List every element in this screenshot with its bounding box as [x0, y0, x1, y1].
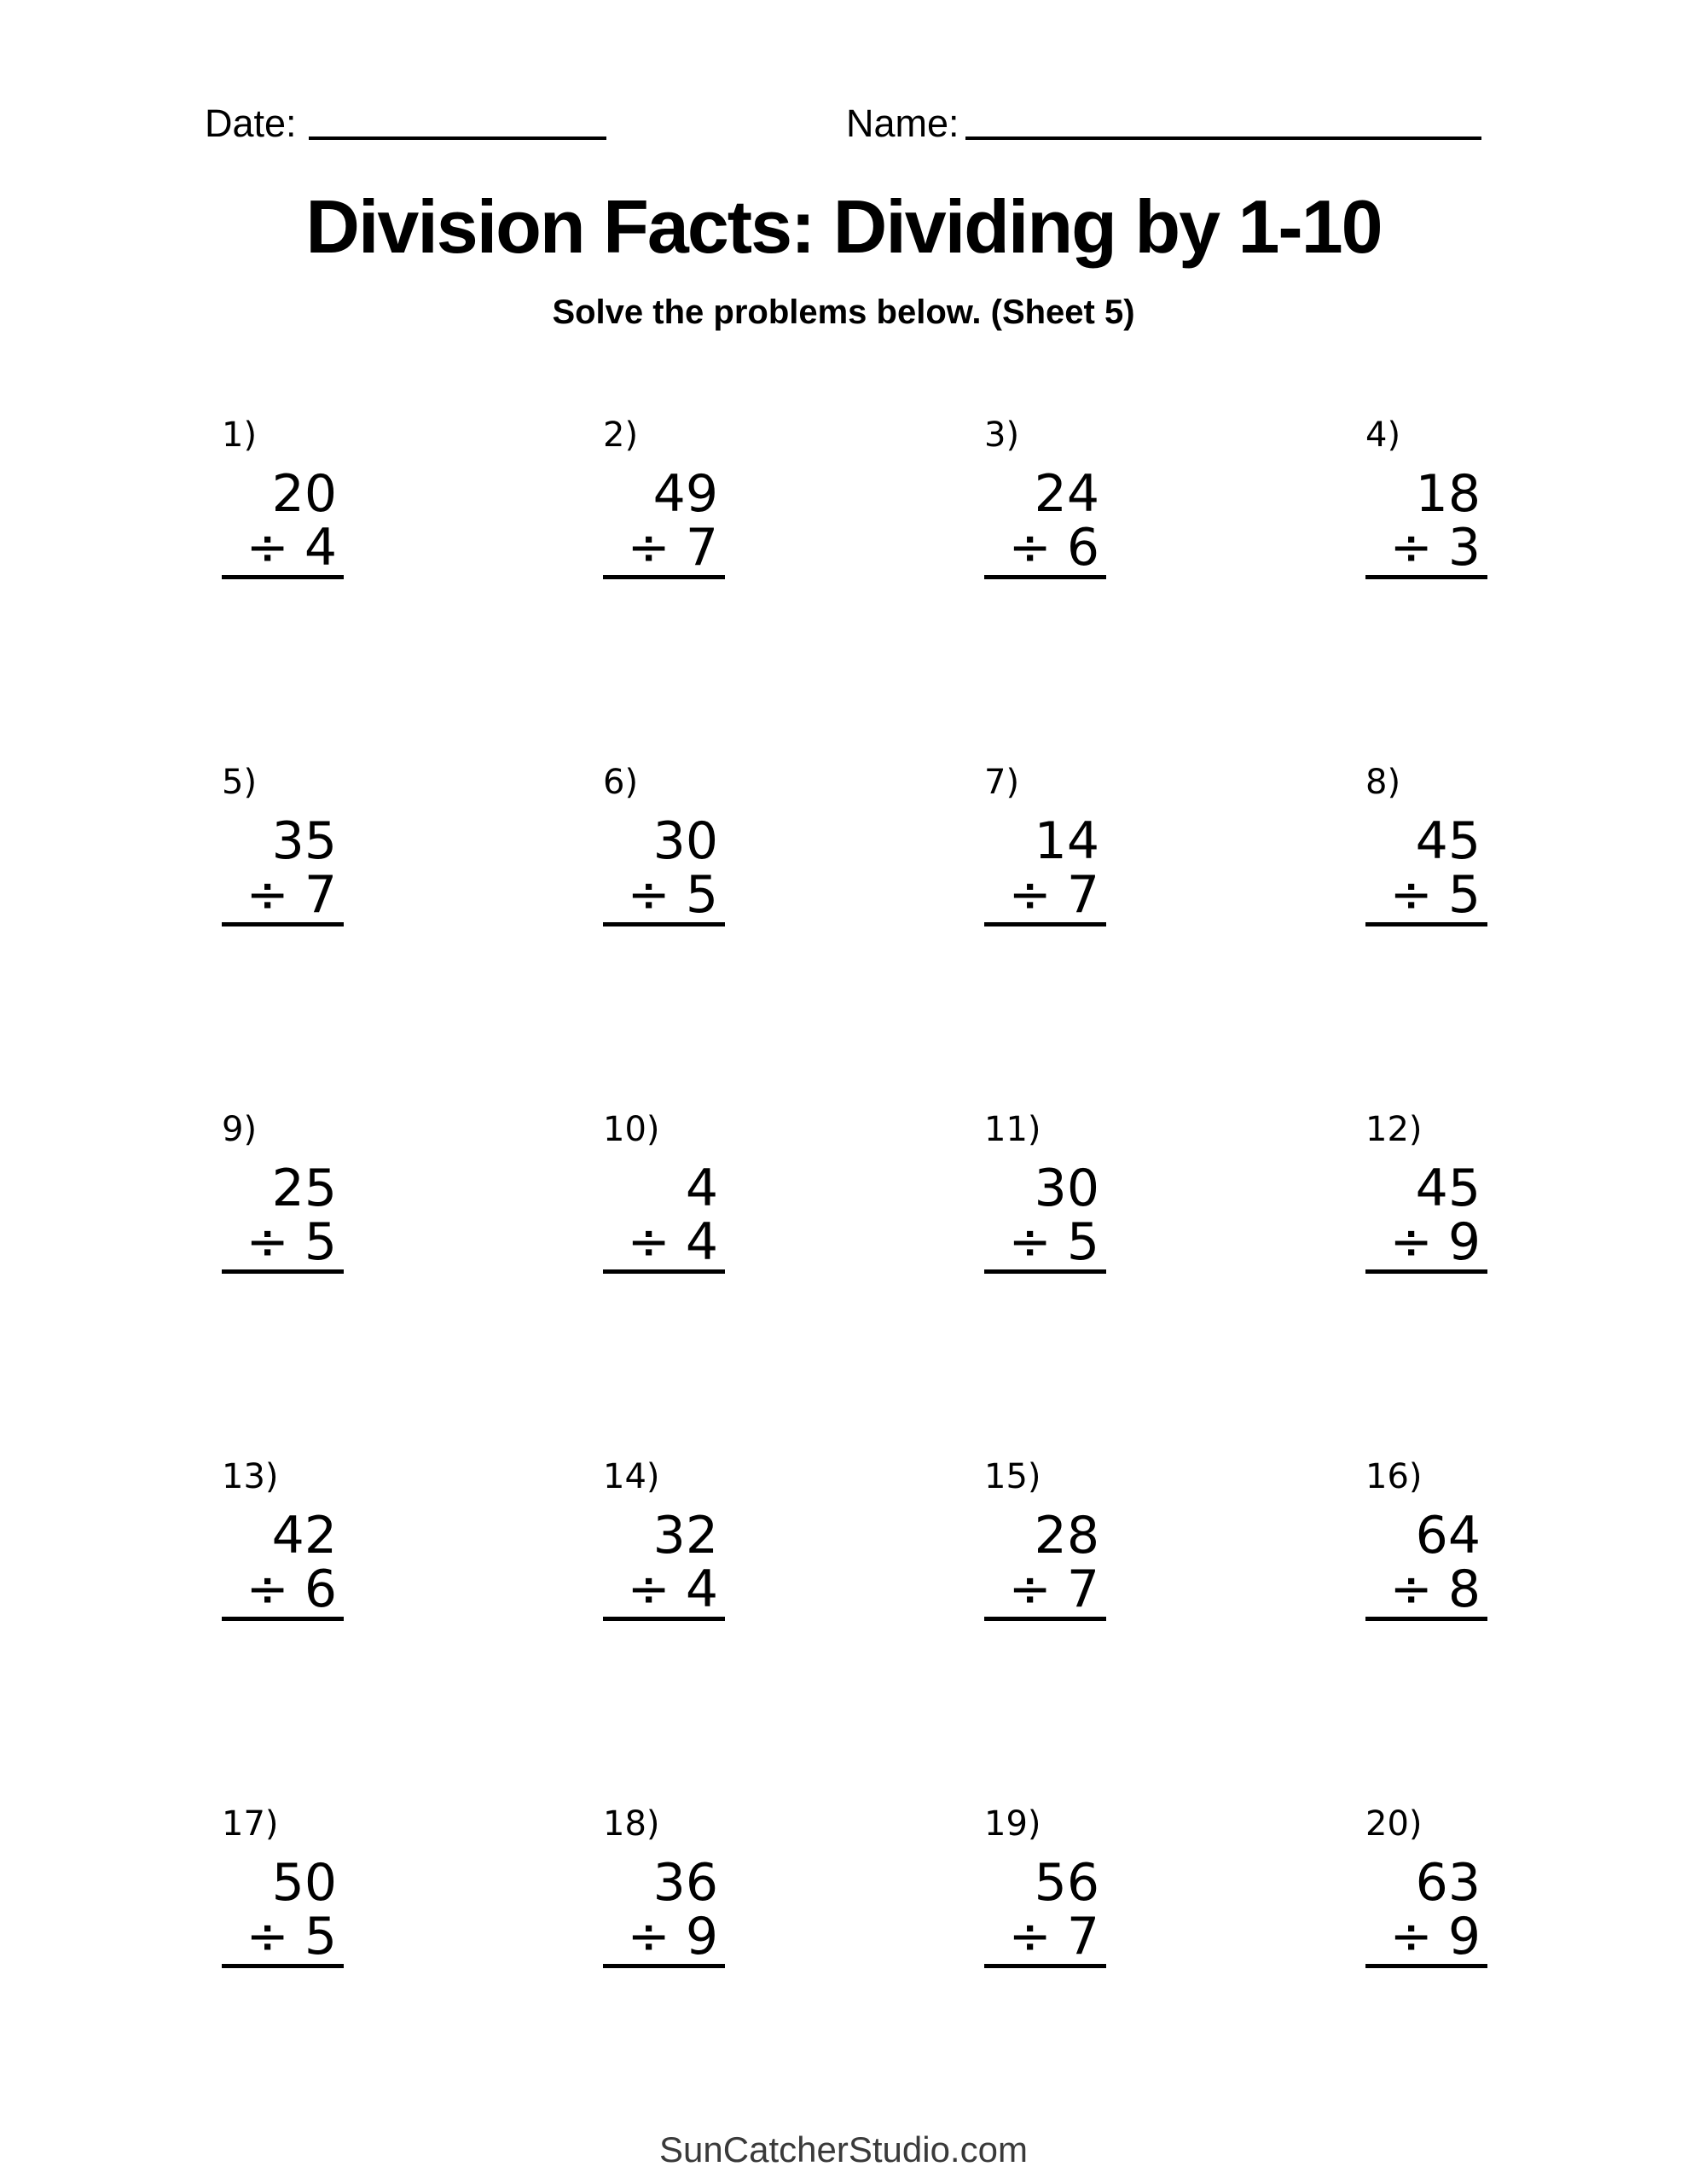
answer-area[interactable] — [984, 1506, 1106, 1621]
division-sign: ÷ — [627, 518, 670, 578]
answer-area[interactable] — [603, 811, 725, 926]
answer-area[interactable] — [1365, 464, 1487, 579]
division-problem — [603, 764, 984, 1111]
divisor: 5 — [685, 865, 718, 925]
answer-area[interactable] — [222, 1853, 344, 1968]
date-input-line[interactable] — [309, 133, 606, 140]
dividend: 30 — [1034, 1159, 1099, 1218]
divisor-row — [603, 1212, 718, 1272]
division-sign: ÷ — [627, 1560, 670, 1619]
dividend: 45 — [1415, 1159, 1481, 1218]
divisor-row — [603, 1907, 718, 1966]
divisor: 6 — [304, 1560, 337, 1619]
divisor-row — [984, 1560, 1099, 1619]
divisor-row — [1365, 1907, 1481, 1966]
answer-area[interactable] — [603, 464, 725, 579]
divisor: 4 — [304, 518, 337, 578]
division-sign: ÷ — [1008, 1907, 1052, 1966]
problem-number: 18) — [603, 1804, 660, 1844]
answer-area[interactable] — [222, 1506, 344, 1621]
division-sign: ÷ — [1389, 518, 1433, 578]
problem-number: 4) — [1365, 415, 1401, 455]
division-sign: ÷ — [1389, 1907, 1433, 1966]
answer-area[interactable] — [1365, 811, 1487, 926]
divisor: 6 — [1066, 518, 1099, 578]
problem-number: 15) — [984, 1457, 1041, 1496]
dividend: 63 — [1415, 1853, 1481, 1913]
problem-number: 13) — [222, 1457, 279, 1496]
answer-area[interactable] — [984, 1853, 1106, 1968]
division-problem — [222, 1111, 603, 1458]
problem-number: 17) — [222, 1804, 279, 1844]
divisor-row — [603, 1560, 718, 1619]
division-sign: ÷ — [627, 1212, 670, 1272]
division-sign: ÷ — [627, 865, 670, 925]
division-problem — [1365, 416, 1687, 764]
division-sign: ÷ — [246, 518, 289, 578]
divisor-row — [603, 518, 718, 578]
page-title: Division Facts: Dividing by 1-10 — [305, 184, 1382, 269]
divisor-row — [984, 1212, 1099, 1272]
problem-number: 8) — [1365, 763, 1401, 802]
division-sign: ÷ — [246, 1212, 289, 1272]
divisor-row — [984, 865, 1099, 925]
division-problem — [222, 764, 603, 1111]
division-problem — [984, 1458, 1365, 1805]
division-problem — [984, 1805, 1365, 2152]
division-sign: ÷ — [1389, 1560, 1433, 1619]
answer-area[interactable] — [603, 1853, 725, 1968]
division-problem — [603, 1111, 984, 1458]
division-sign: ÷ — [1008, 518, 1052, 578]
answer-area[interactable] — [222, 1159, 344, 1274]
division-sign: ÷ — [246, 1907, 289, 1966]
division-problem — [1365, 764, 1687, 1111]
division-problem — [603, 416, 984, 764]
problem-number: 19) — [984, 1804, 1041, 1844]
divisor: 9 — [685, 1907, 718, 1966]
division-problem — [1365, 1458, 1687, 1805]
division-problem — [222, 1805, 603, 2152]
division-problem — [984, 416, 1365, 764]
problem-number: 9) — [222, 1110, 258, 1149]
problem-number: 5) — [222, 763, 258, 802]
divisor: 7 — [685, 518, 718, 578]
answer-area[interactable] — [984, 464, 1106, 579]
divisor: 7 — [1066, 865, 1099, 925]
dividend: 30 — [652, 811, 718, 871]
dividend: 49 — [652, 464, 718, 524]
divisor: 5 — [304, 1212, 337, 1272]
divisor: 8 — [1447, 1560, 1481, 1619]
date-label: Date: — [205, 102, 297, 145]
problem-number: 1) — [222, 415, 258, 455]
division-problem — [1365, 1805, 1687, 2152]
division-problem — [984, 1111, 1365, 1458]
problem-number: 20) — [1365, 1804, 1423, 1844]
divisor: 5 — [1447, 865, 1481, 925]
answer-area[interactable] — [1365, 1506, 1487, 1621]
problem-number: 2) — [603, 415, 639, 455]
answer-area[interactable] — [603, 1159, 725, 1274]
problem-number: 12) — [1365, 1110, 1423, 1149]
problems-grid — [222, 416, 1687, 2152]
dividend: 35 — [271, 811, 337, 871]
divisor: 9 — [1447, 1907, 1481, 1966]
problem-number: 10) — [603, 1110, 660, 1149]
divisor: 9 — [1447, 1212, 1481, 1272]
problem-number: 6) — [603, 763, 639, 802]
division-sign: ÷ — [627, 1907, 670, 1966]
division-problem — [603, 1458, 984, 1805]
dividend: 56 — [1034, 1853, 1099, 1913]
division-sign: ÷ — [1008, 865, 1052, 925]
instructions-text: Solve the problems below. (Sheet 5) — [552, 293, 1135, 331]
divisor-row — [603, 865, 718, 925]
name-field-group — [846, 103, 1481, 144]
divisor: 7 — [1066, 1560, 1099, 1619]
problem-number: 11) — [984, 1110, 1041, 1149]
divisor-row — [1365, 518, 1481, 578]
divisor-row — [1365, 1212, 1481, 1272]
name-label: Name: — [846, 102, 959, 145]
division-problem — [984, 764, 1365, 1111]
answer-area[interactable] — [984, 1159, 1106, 1274]
answer-area[interactable] — [222, 811, 344, 926]
divisor-row — [1365, 1560, 1481, 1619]
dividend: 25 — [271, 1159, 337, 1218]
division-problem — [1365, 1111, 1687, 1458]
divisor-row — [222, 518, 337, 578]
problem-number: 16) — [1365, 1457, 1423, 1496]
divisor: 4 — [685, 1560, 718, 1619]
divisor-row — [984, 518, 1099, 578]
division-sign: ÷ — [1008, 1212, 1052, 1272]
dividend: 20 — [271, 464, 337, 524]
dividend: 45 — [1415, 811, 1481, 871]
divisor: 5 — [304, 1907, 337, 1966]
dividend: 50 — [271, 1853, 337, 1913]
divisor: 3 — [1447, 518, 1481, 578]
answer-area[interactable] — [984, 811, 1106, 926]
division-sign: ÷ — [1008, 1560, 1052, 1619]
divisor-row — [1365, 865, 1481, 925]
dividend: 64 — [1415, 1506, 1481, 1565]
problem-number: 14) — [603, 1457, 660, 1496]
division-sign: ÷ — [1389, 1212, 1433, 1272]
dividend: 42 — [271, 1506, 337, 1565]
divisor: 7 — [304, 865, 337, 925]
division-sign: ÷ — [246, 1560, 289, 1619]
divisor-row — [222, 1907, 337, 1966]
date-field-group — [205, 103, 606, 144]
dividend: 18 — [1415, 464, 1481, 524]
answer-area[interactable] — [1365, 1159, 1487, 1274]
division-problem — [222, 1458, 603, 1805]
divisor-row — [222, 865, 337, 925]
divisor-row — [222, 1212, 337, 1272]
problem-number: 7) — [984, 763, 1020, 802]
dividend: 28 — [1034, 1506, 1099, 1565]
division-problem — [603, 1805, 984, 2152]
divisor-row — [984, 1907, 1099, 1966]
problem-number: 3) — [984, 415, 1020, 455]
divisor: 4 — [685, 1212, 718, 1272]
dividend: 36 — [652, 1853, 718, 1913]
division-sign: ÷ — [246, 865, 289, 925]
dividend: 4 — [685, 1159, 718, 1218]
dividend: 14 — [1034, 811, 1099, 871]
footer-website-text: SunCatcherStudio.com — [659, 2129, 1028, 2169]
dividend: 32 — [652, 1506, 718, 1565]
divisor: 7 — [1066, 1907, 1099, 1966]
division-problem — [222, 416, 603, 764]
answer-area[interactable] — [603, 1506, 725, 1621]
answer-area[interactable] — [1365, 1853, 1487, 1968]
divisor-row — [222, 1560, 337, 1619]
divisor: 5 — [1066, 1212, 1099, 1272]
answer-area[interactable] — [222, 464, 344, 579]
name-input-line[interactable] — [965, 133, 1481, 140]
dividend: 24 — [1034, 464, 1099, 524]
division-sign: ÷ — [1389, 865, 1433, 925]
